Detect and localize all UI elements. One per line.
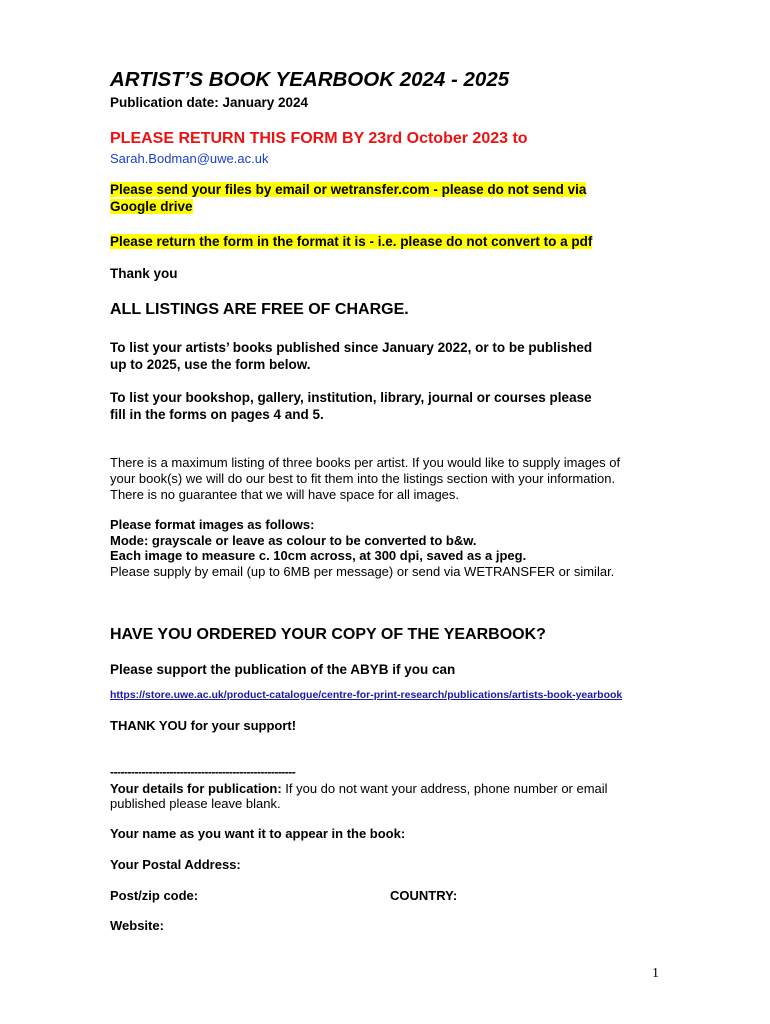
format-mode: Mode: grayscale or leave as colour to be converted to b&w. [110, 532, 477, 548]
details-label: Your details for publication: [110, 781, 282, 796]
max-listing-line-3: There is no guarantee that we will have space for all images. [110, 487, 460, 502]
list-other-line-2: fill in the forms on pages 4 and 5. [110, 407, 324, 422]
return-notice: PLEASE RETURN THIS FORM BY 23rd October 2023 to [110, 130, 528, 147]
format-supply: Please supply by email (up to 6MB per message) or send via WETRANSFER or similar. [110, 563, 615, 579]
website-label: Website: [110, 918, 164, 933]
order-heading: HAVE YOU ORDERED YOUR COPY OF THE YEARBOOK? [110, 626, 546, 643]
highlight-line-2: Google drive [110, 199, 193, 214]
details-text-1: If you do not want your address, phone number or email [281, 781, 608, 796]
name-field-label: Your name as you want it to appear in the book: [110, 826, 406, 841]
max-listing-line-1: There is a maximum listing of three books per artist. If you would like to supply images of [110, 455, 621, 470]
list-books-line-1: To list your artists’ books published since January 2022, or to be published [110, 340, 593, 355]
country-label: COUNTRY: [390, 888, 458, 903]
list-other-line-1: To list your bookshop, gallery, institution, library, journal or courses please [110, 390, 592, 405]
highlight-format-notice [110, 233, 592, 250]
format-size: Each image to measure c. 10cm across, at 300 dpi, saved as a jpeg. [110, 548, 527, 563]
format-heading: Please format images as follows: [110, 517, 315, 532]
details-paragraph [110, 781, 608, 811]
support-text: Please support the publication of the ABYB if you can [110, 662, 456, 677]
postal-address-label: Your Postal Address: [110, 857, 241, 872]
publication-date: Publication date: January 2024 [110, 95, 309, 110]
free-listings-heading: ALL LISTINGS ARE FREE OF CHARGE. [110, 301, 409, 318]
thank-you-text: Thank you [110, 266, 178, 281]
return-email-link[interactable]: Sarah.Bodman@uwe.ac.uk [110, 151, 269, 166]
details-text-2: published please leave blank. [110, 796, 281, 811]
list-books-paragraph [110, 339, 592, 373]
list-books-line-2: up to 2025, use the form below. [110, 357, 311, 372]
postcode-label: Post/zip code: [110, 888, 199, 903]
highlight-email-notice [110, 181, 586, 215]
page-number: 1 [652, 966, 659, 981]
divider-line: ----------------------------------------------------- [110, 765, 296, 779]
max-listing-line-2: your book(s) we will do our best to fit them into the listings section with your information. [110, 471, 616, 486]
thanks-support-text: THANK YOU for your support! [110, 718, 297, 733]
max-listing-paragraph [110, 455, 620, 503]
image-format-section [110, 517, 614, 579]
highlight-line-1: Please send your files by email or wetransfer.com - please do not send via [110, 182, 587, 197]
store-link[interactable]: https://store.uwe.ac.uk/product-catalogue/centre-for-print-research/publications/artists-book-yearbook [110, 689, 623, 701]
highlight-format-text: Please return the form in the format it is - i.e. please do not convert to a pdf [110, 234, 593, 249]
list-other-paragraph [110, 389, 592, 423]
document-title: ARTIST’S BOOK YEARBOOK 2024 - 2025 [110, 68, 510, 91]
